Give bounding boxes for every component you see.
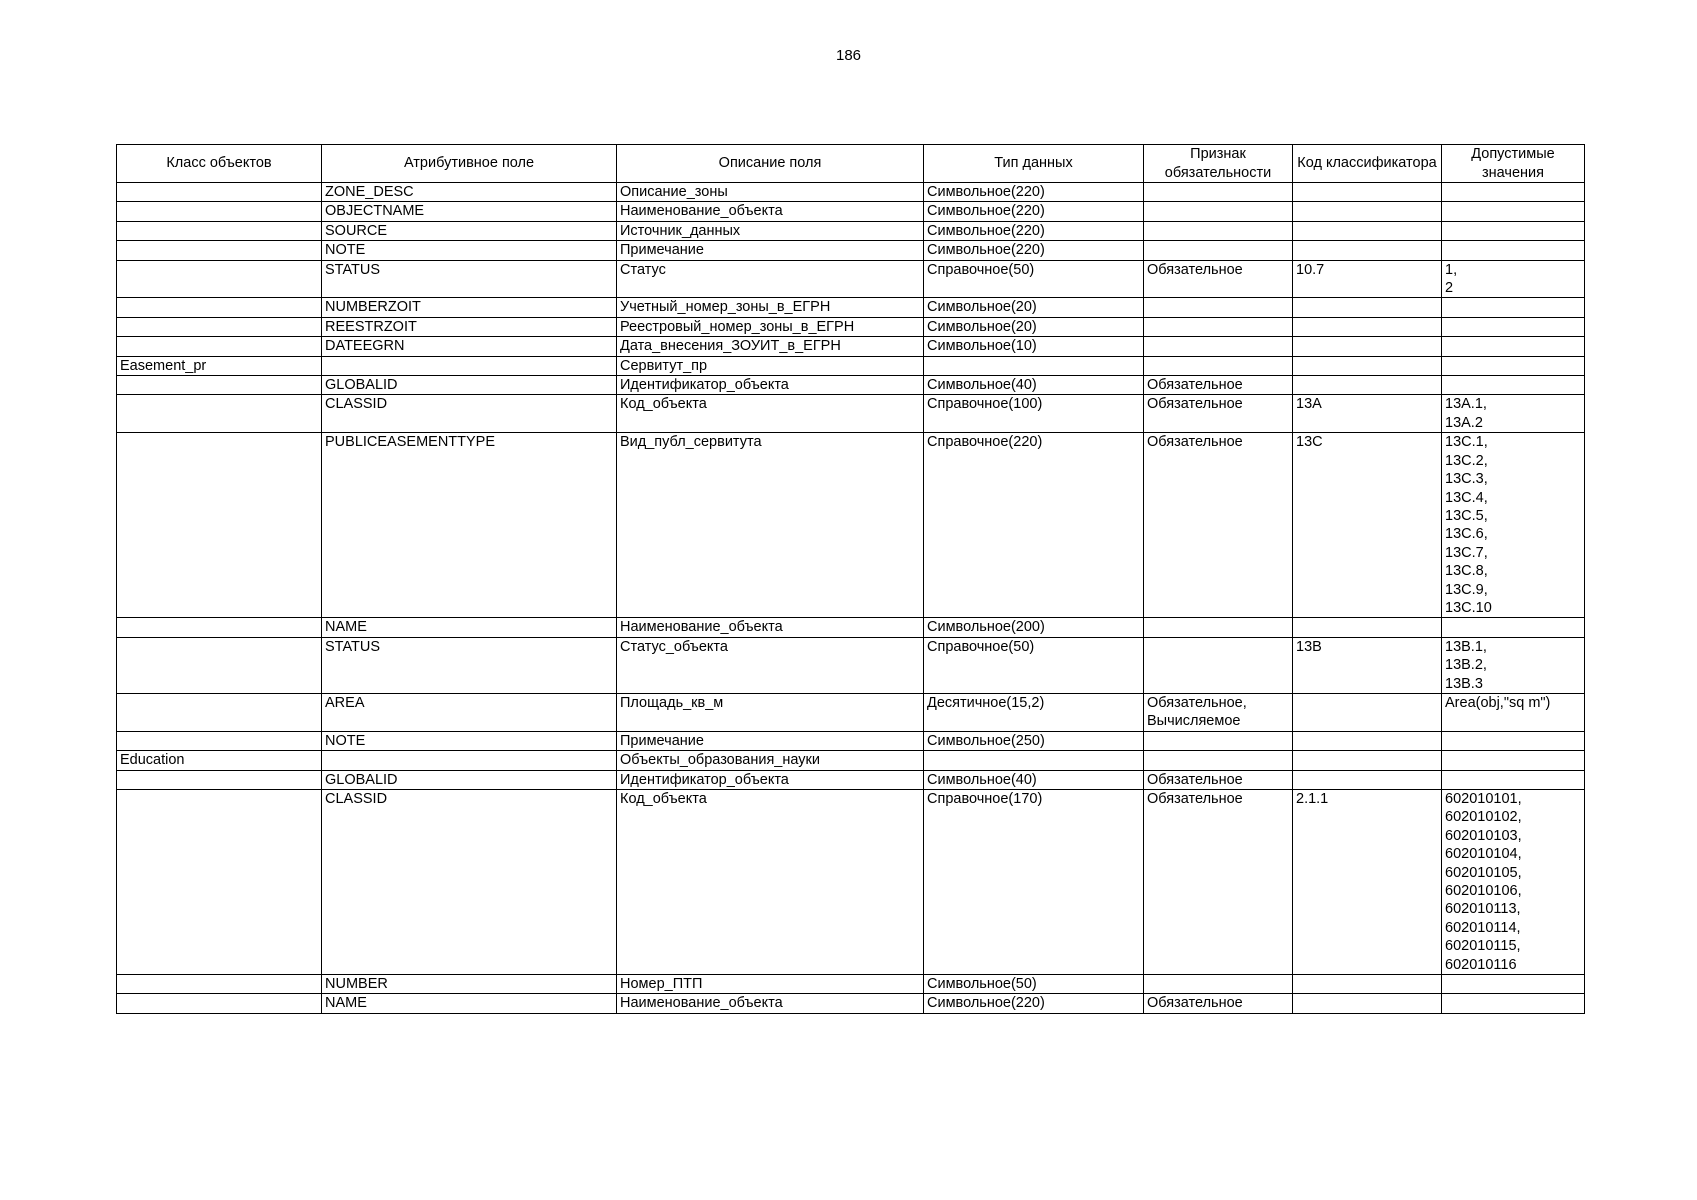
- attribute-field-cell: REESTRZOIT: [322, 317, 617, 336]
- table-row: [117, 395, 1585, 433]
- data-type-cell: Символьное(50): [924, 975, 1144, 994]
- data-type-cell: Справочное(50): [924, 637, 1144, 693]
- required-flag-cell: [1144, 731, 1293, 750]
- data-type-cell: Символьное(10): [924, 337, 1144, 356]
- field-description-cell: Статус: [617, 260, 924, 298]
- field-description-cell: Сервитут_пр: [617, 356, 924, 375]
- data-type-cell: Справочное(100): [924, 395, 1144, 433]
- classifier-code-cell: [1293, 241, 1442, 260]
- data-type-cell: Символьное(220): [924, 183, 1144, 202]
- classifier-code-cell: [1293, 183, 1442, 202]
- required-flag-cell: [1144, 317, 1293, 336]
- classifier-code-cell: 13C: [1293, 433, 1442, 618]
- allowed-values-cell: 13B.1, 13B.2, 13B.3: [1442, 637, 1585, 693]
- object-class-cell: [117, 618, 322, 637]
- field-description-cell: Учетный_номер_зоны_в_ЕГРН: [617, 298, 924, 317]
- allowed-values-cell: 1, 2: [1442, 260, 1585, 298]
- classifier-code-cell: [1293, 337, 1442, 356]
- data-type-cell: Символьное(220): [924, 202, 1144, 221]
- allowed-values-cell: [1442, 994, 1585, 1013]
- data-type-cell: Символьное(220): [924, 241, 1144, 260]
- allowed-values-cell: [1442, 183, 1585, 202]
- required-flag-cell: [1144, 241, 1293, 260]
- required-flag-cell: [1144, 183, 1293, 202]
- attribute-field-cell: [322, 751, 617, 770]
- classifier-code-cell: [1293, 618, 1442, 637]
- data-type-cell: Десятичное(15,2): [924, 693, 1144, 731]
- data-type-cell: Символьное(40): [924, 770, 1144, 789]
- data-type-cell: Справочное(50): [924, 260, 1144, 298]
- attribute-field-cell: GLOBALID: [322, 770, 617, 789]
- table-row: [117, 637, 1585, 693]
- attribute-field-cell: OBJECTNAME: [322, 202, 617, 221]
- required-flag-cell: [1144, 221, 1293, 240]
- allowed-values-cell: [1442, 337, 1585, 356]
- attribute-field-cell: NUMBERZOIT: [322, 298, 617, 317]
- required-flag-cell: [1144, 975, 1293, 994]
- field-description-cell: Идентификатор_объекта: [617, 376, 924, 395]
- object-class-cell: [117, 337, 322, 356]
- table-row: [117, 202, 1585, 221]
- allowed-values-cell: [1442, 376, 1585, 395]
- classifier-code-cell: [1293, 356, 1442, 375]
- table-row: [117, 731, 1585, 750]
- attribute-field-cell: ZONE_DESC: [322, 183, 617, 202]
- table-row: [117, 356, 1585, 375]
- field-description-cell: Наименование_объекта: [617, 618, 924, 637]
- table-row: [117, 693, 1585, 731]
- object-class-cell: [117, 433, 322, 618]
- field-description-cell: Код_объекта: [617, 395, 924, 433]
- data-type-cell: Справочное(220): [924, 433, 1144, 618]
- required-flag-cell: [1144, 298, 1293, 317]
- object-class-cell: [117, 202, 322, 221]
- table-row: [117, 433, 1585, 618]
- field-description-cell: Наименование_объекта: [617, 202, 924, 221]
- allowed-values-cell: [1442, 241, 1585, 260]
- attribute-field-cell: PUBLICEASEMENTTYPE: [322, 433, 617, 618]
- classifier-code-cell: 2.1.1: [1293, 790, 1442, 975]
- classifier-code-cell: [1293, 298, 1442, 317]
- field-description-cell: Реестровый_номер_зоны_в_ЕГРН: [617, 317, 924, 336]
- allowed-values-cell: [1442, 618, 1585, 637]
- field-description-cell: Код_объекта: [617, 790, 924, 975]
- table-body: [117, 183, 1585, 1014]
- object-class-cell: [117, 317, 322, 336]
- attribute-field-cell: STATUS: [322, 637, 617, 693]
- object-class-cell: [117, 770, 322, 789]
- required-flag-cell: Обязательное: [1144, 994, 1293, 1013]
- object-class-cell: [117, 241, 322, 260]
- table-row: [117, 790, 1585, 975]
- object-class-cell: [117, 221, 322, 240]
- field-description-cell: Наименование_объекта: [617, 994, 924, 1013]
- required-flag-cell: Обязательное: [1144, 260, 1293, 298]
- header-allowed-values: Допустимые значения: [1442, 145, 1585, 183]
- required-flag-cell: [1144, 751, 1293, 770]
- object-class-cell: [117, 260, 322, 298]
- object-class-cell: Easement_pr: [117, 356, 322, 375]
- table-row: [117, 221, 1585, 240]
- header-field-description: Описание поля: [617, 145, 924, 183]
- data-type-cell: [924, 751, 1144, 770]
- field-description-cell: Идентификатор_объекта: [617, 770, 924, 789]
- table-row: [117, 317, 1585, 336]
- attribute-field-cell: GLOBALID: [322, 376, 617, 395]
- attribute-field-cell: DATEEGRN: [322, 337, 617, 356]
- classifier-code-cell: 13B: [1293, 637, 1442, 693]
- header-data-type: Тип данных: [924, 145, 1144, 183]
- field-description-cell: Примечание: [617, 731, 924, 750]
- required-flag-cell: [1144, 337, 1293, 356]
- required-flag-cell: Обязательное: [1144, 770, 1293, 789]
- data-type-cell: Символьное(220): [924, 994, 1144, 1013]
- required-flag-cell: Обязательное: [1144, 376, 1293, 395]
- allowed-values-cell: Area(obj,"sq m"): [1442, 693, 1585, 731]
- field-description-cell: Площадь_кв_м: [617, 693, 924, 731]
- attribute-table: [116, 144, 1585, 1014]
- data-type-cell: Символьное(250): [924, 731, 1144, 750]
- header-required-flag: Признак обязательности: [1144, 145, 1293, 183]
- classifier-code-cell: [1293, 751, 1442, 770]
- classifier-code-cell: 10.7: [1293, 260, 1442, 298]
- allowed-values-cell: [1442, 356, 1585, 375]
- data-type-cell: [924, 356, 1144, 375]
- required-flag-cell: Обязательное: [1144, 395, 1293, 433]
- attribute-field-cell: CLASSID: [322, 790, 617, 975]
- table-row: [117, 618, 1585, 637]
- field-description-cell: Номер_ПТП: [617, 975, 924, 994]
- table-row: [117, 751, 1585, 770]
- attribute-field-cell: CLASSID: [322, 395, 617, 433]
- classifier-code-cell: [1293, 202, 1442, 221]
- classifier-code-cell: [1293, 994, 1442, 1013]
- page-number: 186: [835, 47, 862, 64]
- header-object-class: Класс объектов: [117, 145, 322, 183]
- table-row: [117, 994, 1585, 1013]
- attribute-field-cell: NOTE: [322, 731, 617, 750]
- allowed-values-cell: 13A.1, 13A.2: [1442, 395, 1585, 433]
- required-flag-cell: [1144, 356, 1293, 375]
- data-type-cell: Символьное(200): [924, 618, 1144, 637]
- required-flag-cell: [1144, 637, 1293, 693]
- field-description-cell: Примечание: [617, 241, 924, 260]
- classifier-code-cell: [1293, 693, 1442, 731]
- attribute-field-cell: NUMBER: [322, 975, 617, 994]
- allowed-values-cell: [1442, 202, 1585, 221]
- field-description-cell: Источник_данных: [617, 221, 924, 240]
- attribute-field-cell: [322, 356, 617, 375]
- required-flag-cell: Обязательное, Вычисляемое: [1144, 693, 1293, 731]
- object-class-cell: [117, 298, 322, 317]
- allowed-values-cell: 13C.1, 13C.2, 13C.3, 13C.4, 13C.5, 13C.6, 13C.7, 13C.8, 13C.9, 13C.10: [1442, 433, 1585, 618]
- table-row: [117, 298, 1585, 317]
- field-description-cell: Статус_объекта: [617, 637, 924, 693]
- header-attribute-field: Атрибутивное поле: [322, 145, 617, 183]
- classifier-code-cell: 13A: [1293, 395, 1442, 433]
- allowed-values-cell: [1442, 221, 1585, 240]
- data-type-cell: Символьное(20): [924, 317, 1144, 336]
- field-description-cell: Объекты_образования_науки: [617, 751, 924, 770]
- object-class-cell: [117, 994, 322, 1013]
- object-class-cell: [117, 376, 322, 395]
- table-row: [117, 770, 1585, 789]
- classifier-code-cell: [1293, 731, 1442, 750]
- attribute-field-cell: NAME: [322, 618, 617, 637]
- allowed-values-cell: [1442, 317, 1585, 336]
- required-flag-cell: [1144, 618, 1293, 637]
- table-row: [117, 975, 1585, 994]
- data-type-cell: Символьное(40): [924, 376, 1144, 395]
- field-description-cell: Дата_внесения_ЗОУИТ_в_ЕГРН: [617, 337, 924, 356]
- header-classifier-code: Код классификатора: [1293, 145, 1442, 183]
- classifier-code-cell: [1293, 221, 1442, 240]
- object-class-cell: [117, 693, 322, 731]
- data-type-cell: Символьное(220): [924, 221, 1144, 240]
- attribute-field-cell: SOURCE: [322, 221, 617, 240]
- allowed-values-cell: [1442, 975, 1585, 994]
- allowed-values-cell: [1442, 298, 1585, 317]
- object-class-cell: [117, 637, 322, 693]
- classifier-code-cell: [1293, 975, 1442, 994]
- object-class-cell: [117, 395, 322, 433]
- allowed-values-cell: [1442, 770, 1585, 789]
- field-description-cell: Описание_зоны: [617, 183, 924, 202]
- object-class-cell: [117, 183, 322, 202]
- attribute-field-cell: NOTE: [322, 241, 617, 260]
- data-type-cell: Справочное(170): [924, 790, 1144, 975]
- required-flag-cell: Обязательное: [1144, 433, 1293, 618]
- table-header-row: [117, 145, 1585, 183]
- allowed-values-cell: [1442, 751, 1585, 770]
- object-class-cell: [117, 731, 322, 750]
- table-row: [117, 376, 1585, 395]
- table-row: [117, 260, 1585, 298]
- attribute-field-cell: STATUS: [322, 260, 617, 298]
- classifier-code-cell: [1293, 770, 1442, 789]
- table-row: [117, 241, 1585, 260]
- table-row: [117, 183, 1585, 202]
- object-class-cell: Education: [117, 751, 322, 770]
- field-description-cell: Вид_публ_сервитута: [617, 433, 924, 618]
- data-type-cell: Символьное(20): [924, 298, 1144, 317]
- object-class-cell: [117, 975, 322, 994]
- attribute-field-cell: NAME: [322, 994, 617, 1013]
- classifier-code-cell: [1293, 376, 1442, 395]
- required-flag-cell: Обязательное: [1144, 790, 1293, 975]
- classifier-code-cell: [1293, 317, 1442, 336]
- required-flag-cell: [1144, 202, 1293, 221]
- table-row: [117, 337, 1585, 356]
- attribute-field-cell: AREA: [322, 693, 617, 731]
- object-class-cell: [117, 790, 322, 975]
- allowed-values-cell: [1442, 731, 1585, 750]
- allowed-values-cell: 602010101, 602010102, 602010103, 602010104, 602010105, 602010106, 602010113, 602010114, 602010115, 602010116: [1442, 790, 1585, 975]
